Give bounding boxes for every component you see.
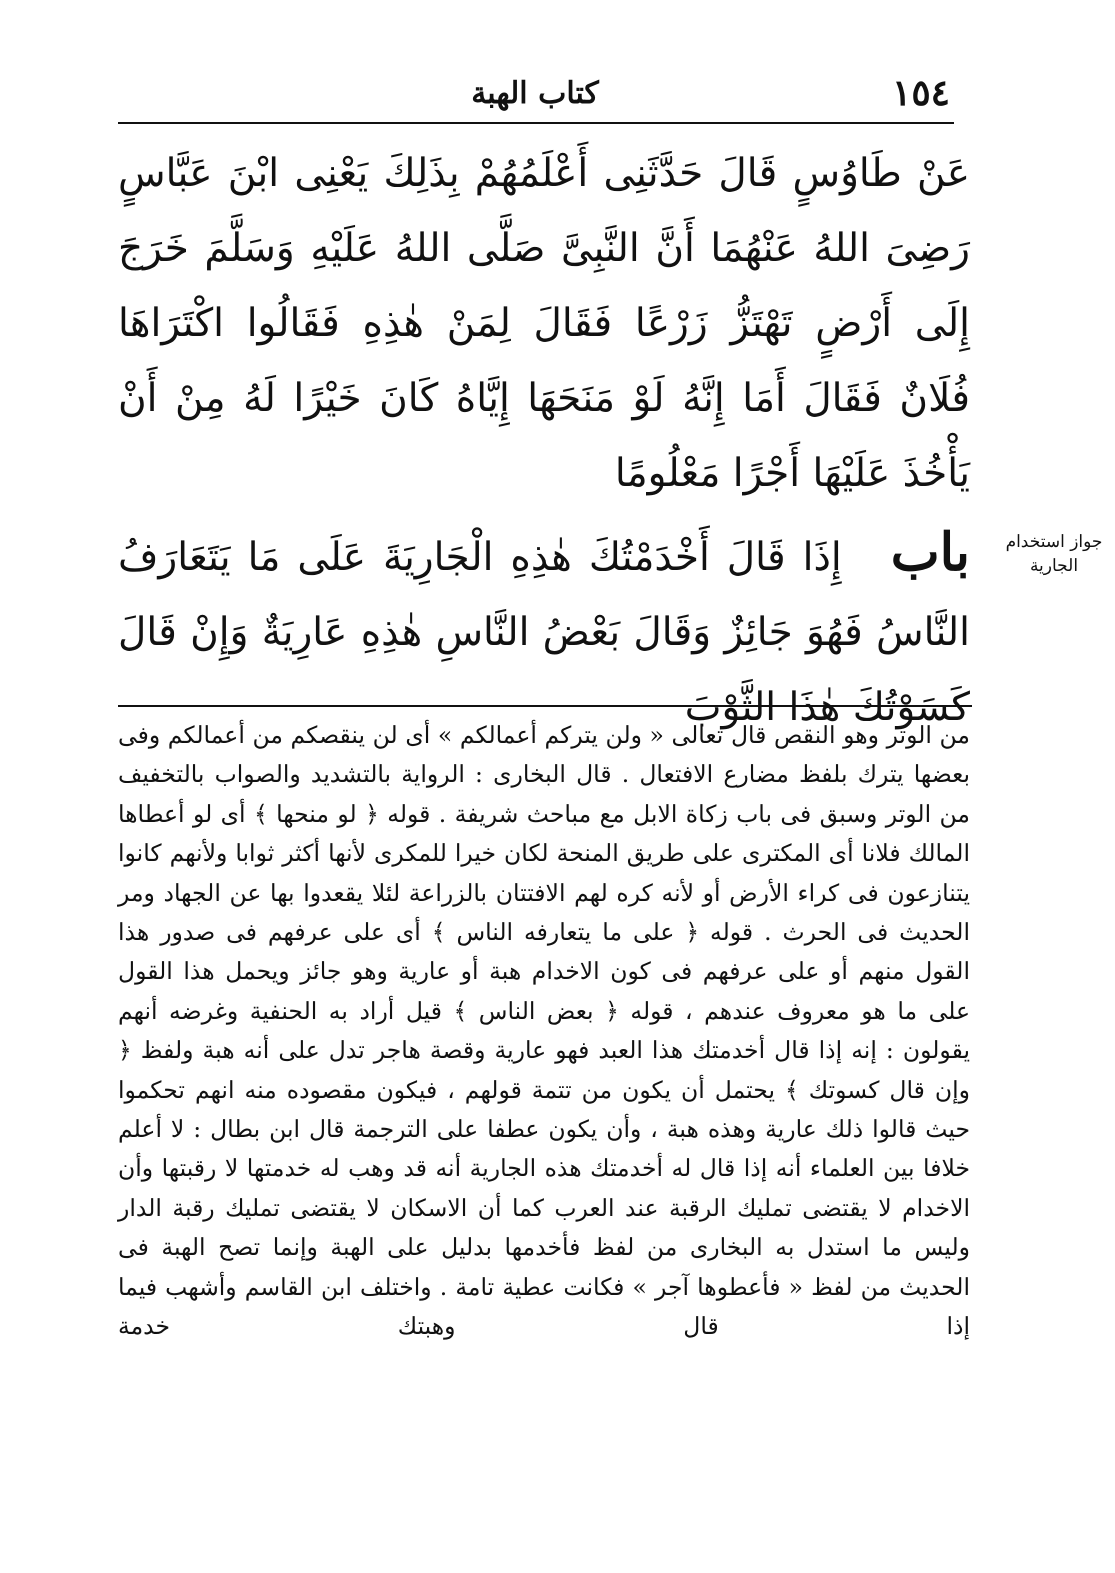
margin-note-line: جواز استخدام <box>1005 532 1103 552</box>
chapter-paragraph <box>118 515 970 745</box>
commentary-text: من الوتر وهو النقص قال تعالى « ولن يتركم أعمالكم » أى لن ينقصكم من أعمالكم وفى بعضها يترك بلفظ مضارع الافتعال . قال البخارى : الرواية بالتشديد والصواب بالتخفيف من الوتر وسبق فى باب زكاة الابل مع مباحث شريفة . قوله ﴿ لو منحها ﴾ أى لو أعطاها المالك فلانا أى المكترى على طريق المنحة لكان خيرا للمكرى لأنها أكثر ثوابا ولأنهم كانوا يتنازعون فى كراء الأرض أو لأنه كره لهم الافتتان بالزراعة لئلا يقعدوا بها عن الجهاد ومر الحديث فى الحرث . قوله ﴿ على ما يتعارفه الناس ﴾ أى على عرفهم فى صدور هذا القول منهم أو على عرفهم فى كون الاخدام هبة أو عارية وهو جائز ويحمل هذا القول على ما هو معروف عندهم ، قوله ﴿ بعض الناس ﴾ قيل أراد به الحنفية وغرضه أنهم يقولون : إنه إذا قال أخدمتك هذا العبد فهو عارية وقصة هاجر تدل على أنه هبة ولفظ ﴿ وإن قال كسوتك ﴾ يحتمل أن يكون من تتمة قولهم ، فيكون مقصوده منه انهم تحكموا حيث قالوا ذلك عارية وهذه هبة ، وأن يكون عطفا على الترجمة قال ابن بطال : لا أعلم خلافا بين العلماء أنه إذا قال له أخدمتك هذه الجارية أنه قد وهب له خدمتها لا رقبتها وأن الاخدام لا يقتضى تمليك الرقبة عند العرب كما أن الاسكان لا يقتضى تمليك رقبة الدار وليس ما استدل به البخارى من لفظ فأخدمها بدليل على الهبة وإنما تصح الهبة فى الحديث من لفظ « فأعطوها آجر » فكانت عطية تامة . واختلف ابن القاسم وأشهب فيما إذا قال وهبتك خدمة <box>118 721 970 1341</box>
margin-note-line: الجارية <box>1029 556 1079 576</box>
header-divider <box>118 122 954 124</box>
book-title: كتاب الهبة <box>471 76 599 111</box>
page-number: ١٥٤ <box>891 72 950 114</box>
page-header <box>120 70 950 120</box>
margin-note <box>995 530 1113 578</box>
chapter-text: إِذَا قَالَ أَخْدَمْتُكَ هٰذِهِ الْجَارِيَةَ عَلَى مَا يَتَعَارَفُ النَّاسُ فَهُوَ جَائِزٌ وَقَالَ بَعْضُ النَّاسِ هٰذِهِ عَارِيَةٌ وَإِنْ قَالَ كَسَوْتُكَ هٰذَا الثَّوْبَ <box>118 535 970 730</box>
commentary-divider <box>118 705 972 707</box>
commentary-block <box>118 716 970 1347</box>
main-text-block <box>118 136 970 745</box>
chapter-heading: باب <box>890 522 970 583</box>
hadith-text: عَنْ طَاوُسٍ قَالَ حَدَّثَنِى أَعْلَمُهُمْ بِذَلِكَ يَعْنِى ابْنَ عَبَّاسٍ رَضِىَ اللهُ عَنْهُمَا أَنَّ النَّبِىَّ صَلَّى اللهُ عَلَيْهِ وَسَلَّمَ خَرَجَ إِلَى أَرْضٍ تَهْتَزُّ زَرْعًا فَقَالَ لِمَنْ هٰذِهِ فَقَالُوا اكْتَرَاهَا فُلَانٌ فَقَالَ أَمَا إِنَّهُ لَوْ مَنَحَهَا إِيَّاهُ كَانَ خَيْرًا لَهُ مِنْ أَنْ يَأْخُذَ عَلَيْهَا أَجْرًا مَعْلُومًا <box>118 151 970 496</box>
